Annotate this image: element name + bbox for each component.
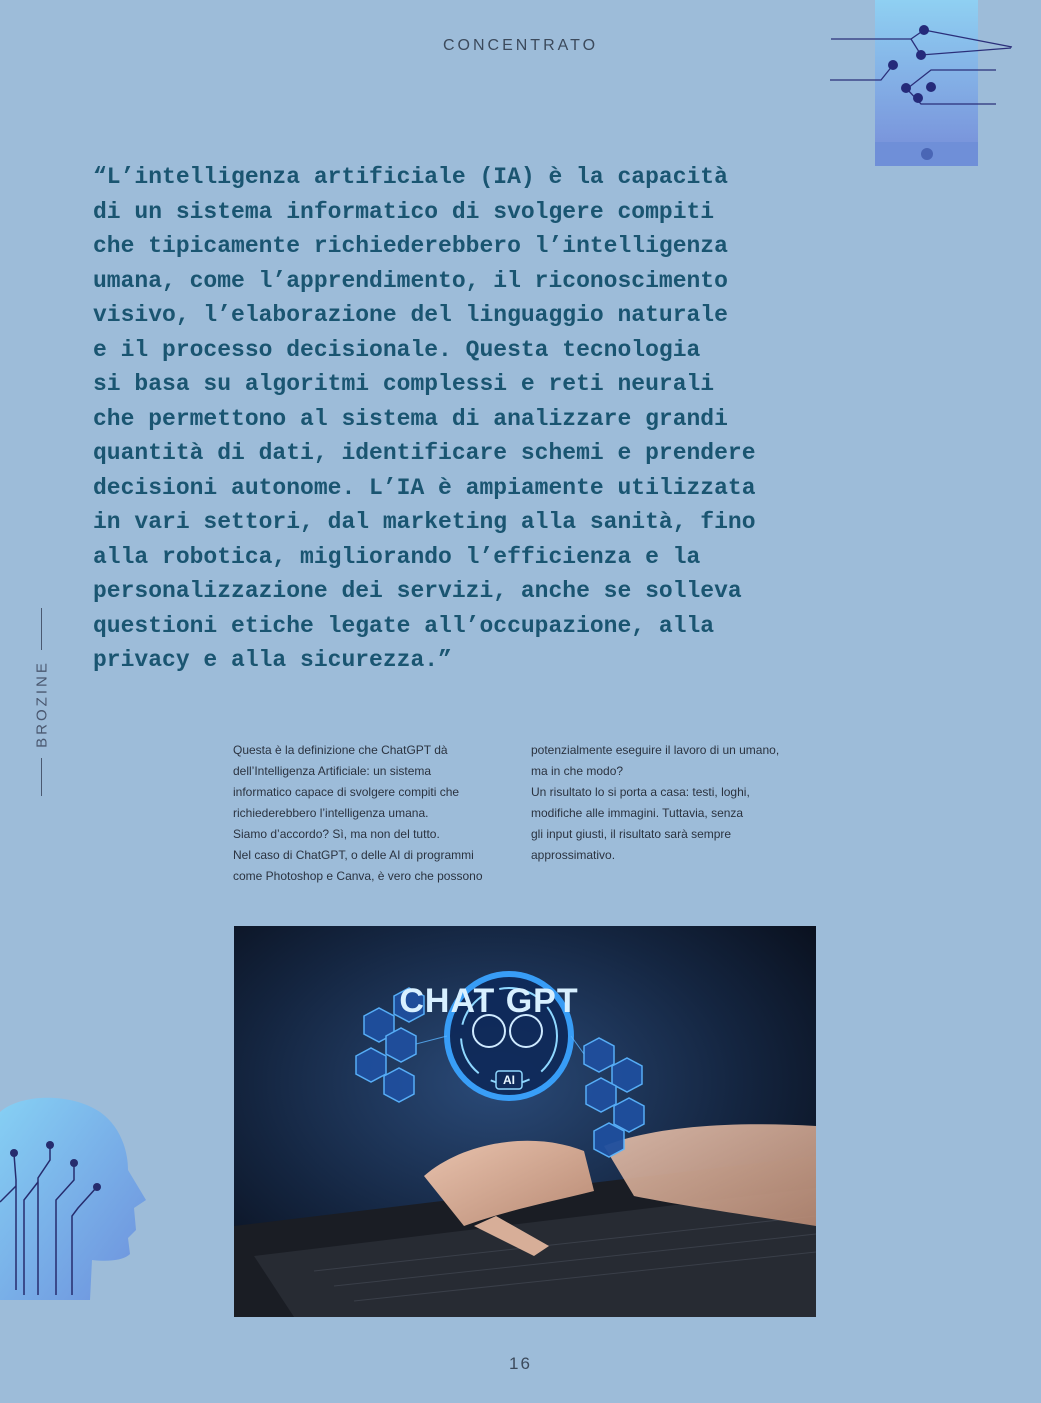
quote-line: che tipicamente richiederebbero l’intelligenza (93, 233, 728, 259)
body-line: approssimativo. (531, 848, 616, 862)
quote-line: di un sistema informatico di svolgere compiti (93, 198, 715, 225)
page-number: 16 (509, 1354, 532, 1373)
body-text (233, 740, 833, 887)
quote-line: quantità di dati, identificare schemi e prendere (93, 440, 756, 466)
body-line: dell’Intelligenza Artificiale: un sistema (233, 764, 432, 778)
quote-line: questioni etiche legate all’occupazione, alla (93, 612, 715, 639)
quote-line: e il processo decisionale. Questa tecnologia (93, 336, 701, 363)
body-line: modifiche alle immagini. Tuttavia, senza (531, 806, 744, 820)
body-line: gli input giusti, il risultato sarà sempre (531, 827, 732, 841)
pull-quote (93, 160, 853, 678)
chatgpt-photo (234, 926, 816, 1317)
quote-line: alla robotica, migliorando l’efficienza e la (93, 543, 701, 570)
head-circuit-icon (0, 1090, 150, 1305)
quote-line: in vari settori, dal marketing alla sanità, fino (93, 509, 756, 535)
quote-line: che permettono al sistema di analizzare grandi (93, 405, 728, 432)
body-line: informatico capace di svolgere compiti che (233, 785, 460, 799)
body-line: Nel caso di ChatGPT, o delle AI di programmi (233, 848, 474, 862)
body-line: richiederebbero l’intelligenza umana. (233, 806, 429, 820)
ai-badge-label: AI (503, 1073, 515, 1087)
body-line: potenzialmente eseguire il lavoro di un umano, (531, 743, 780, 757)
body-line: Un risultato lo si porta a casa: testi, loghi, (531, 785, 750, 799)
quote-line: decisioni autonome. L’IA è ampiamente utilizzata (93, 474, 756, 501)
section-header: CONCENTRATO (442, 37, 599, 54)
body-line: Siamo d’accordo? Sì, ma non del tutto. (233, 827, 440, 841)
body-line: ma in che modo? (531, 764, 624, 778)
side-rule (41, 608, 42, 650)
quote-line: “L’intelligenza artificiale (IA) è la capacità (93, 164, 728, 190)
quote-line: si basa su algoritmi complessi e reti neurali (93, 371, 715, 397)
quote-line: visivo, l’elaborazione del linguaggio naturale (93, 302, 728, 328)
body-column-right (531, 740, 799, 887)
quote-line: umana, come l’apprendimento, il riconoscimento (93, 267, 728, 294)
circuit-decoration (826, 0, 1026, 170)
quote-line: privacy e alla sicurezza.” (93, 647, 452, 673)
body-line: come Photoshop e Canva, è vero che possono (233, 869, 483, 883)
side-rule (41, 758, 42, 796)
quote-line: personalizzazione dei servizi, anche se solleva (93, 578, 742, 604)
body-column-left (233, 740, 501, 887)
overlay-title: CHAT GPT (399, 982, 579, 1020)
magazine-name: BROZINE (33, 660, 51, 748)
body-line: Questa è la definizione che ChatGPT dà (233, 743, 448, 757)
side-label (24, 608, 60, 796)
